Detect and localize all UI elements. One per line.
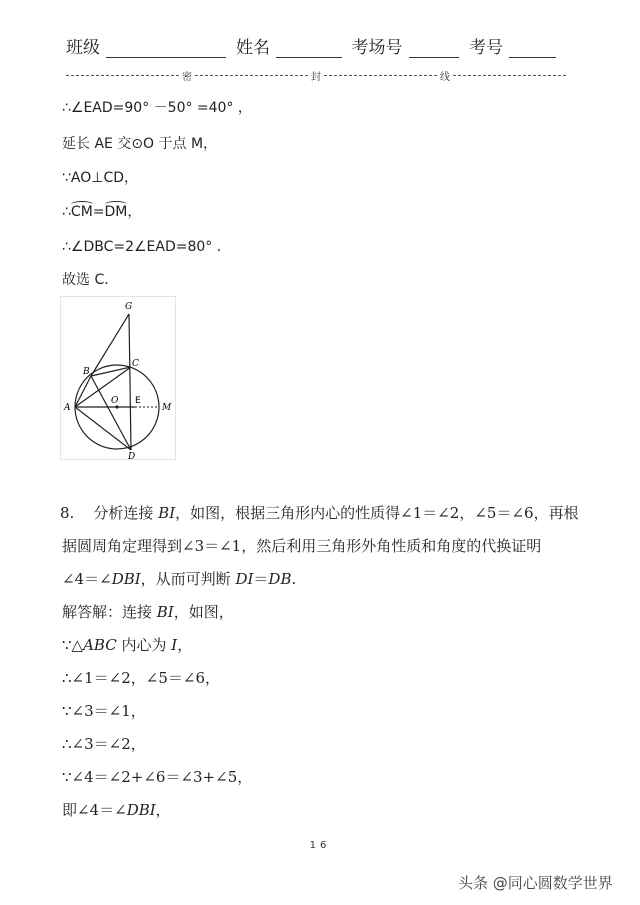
- label-m: M: [162, 403, 172, 413]
- q8-line: 8. 分析连接 BI，如图，根据三角形内心的性质得∠1＝∠2，∠5＝∠6，再根: [60, 504, 579, 522]
- arc-dm: DM: [104, 204, 128, 220]
- geometry-figure: [60, 296, 176, 460]
- q8-line: ∴∠3＝∠2，: [62, 735, 146, 753]
- q8-line: ∵△ABC 内心为 I，: [62, 636, 193, 654]
- seal-char: 密: [182, 71, 192, 83]
- seal-line: [66, 68, 566, 82]
- exam-header: [66, 32, 566, 58]
- label-c: C: [132, 359, 139, 369]
- q8-line: 据圆周角定理得到∠3＝∠1，然后利用三角形外角性质和角度的代换证明: [62, 537, 542, 555]
- arc-cm: CM: [70, 204, 93, 220]
- q8-line: ∴∠1＝∠2，∠5＝∠6，: [62, 669, 220, 687]
- room-label: 考场号: [351, 38, 403, 58]
- number-label: 考号: [469, 38, 504, 58]
- room-blank: [409, 37, 460, 58]
- solution-line: ∴∠EAD=90° －50° =40° ，: [62, 100, 252, 116]
- label-b: B: [83, 367, 90, 377]
- solution-line: 延长 AE 交⊙O 于点 M，: [62, 136, 218, 152]
- solution-line: ∴∠DBC=2∠EAD=80° ．: [62, 239, 231, 255]
- watermark: 头条 @同心圆数学世界: [458, 874, 613, 892]
- label-e: E: [135, 396, 141, 406]
- class-blank: [106, 37, 226, 58]
- number-blank: [509, 37, 556, 58]
- label-o: O: [111, 396, 119, 406]
- page-number: 16: [309, 840, 331, 851]
- seal-char: 线: [440, 71, 450, 83]
- class-label: 班级: [66, 38, 100, 58]
- solution-line: ∴CM=DM，: [62, 204, 142, 220]
- name-blank: [276, 37, 342, 58]
- label-g: G: [125, 302, 133, 312]
- solution-line: 故选 C．: [62, 272, 119, 288]
- q8-line: ∵∠4＝∠2+∠6＝∠3+∠5，: [62, 768, 253, 786]
- q8-line: 即∠4＝∠DBI，: [62, 801, 171, 819]
- circle-diagram: [61, 297, 175, 459]
- label-d: D: [128, 452, 136, 459]
- q8-number: 8.: [60, 504, 75, 522]
- label-a: A: [64, 403, 71, 413]
- seal-char: 封: [311, 71, 321, 83]
- solution-line: ∵AO⊥CD，: [62, 170, 139, 186]
- q8-line: ∠4＝∠DBI，从而可判断 DI＝DB.: [62, 570, 297, 588]
- q8-line: 解答解：连接 BI，如图，: [62, 603, 234, 621]
- q8-line: ∵∠3＝∠1，: [62, 702, 146, 720]
- name-label: 姓名: [235, 38, 270, 58]
